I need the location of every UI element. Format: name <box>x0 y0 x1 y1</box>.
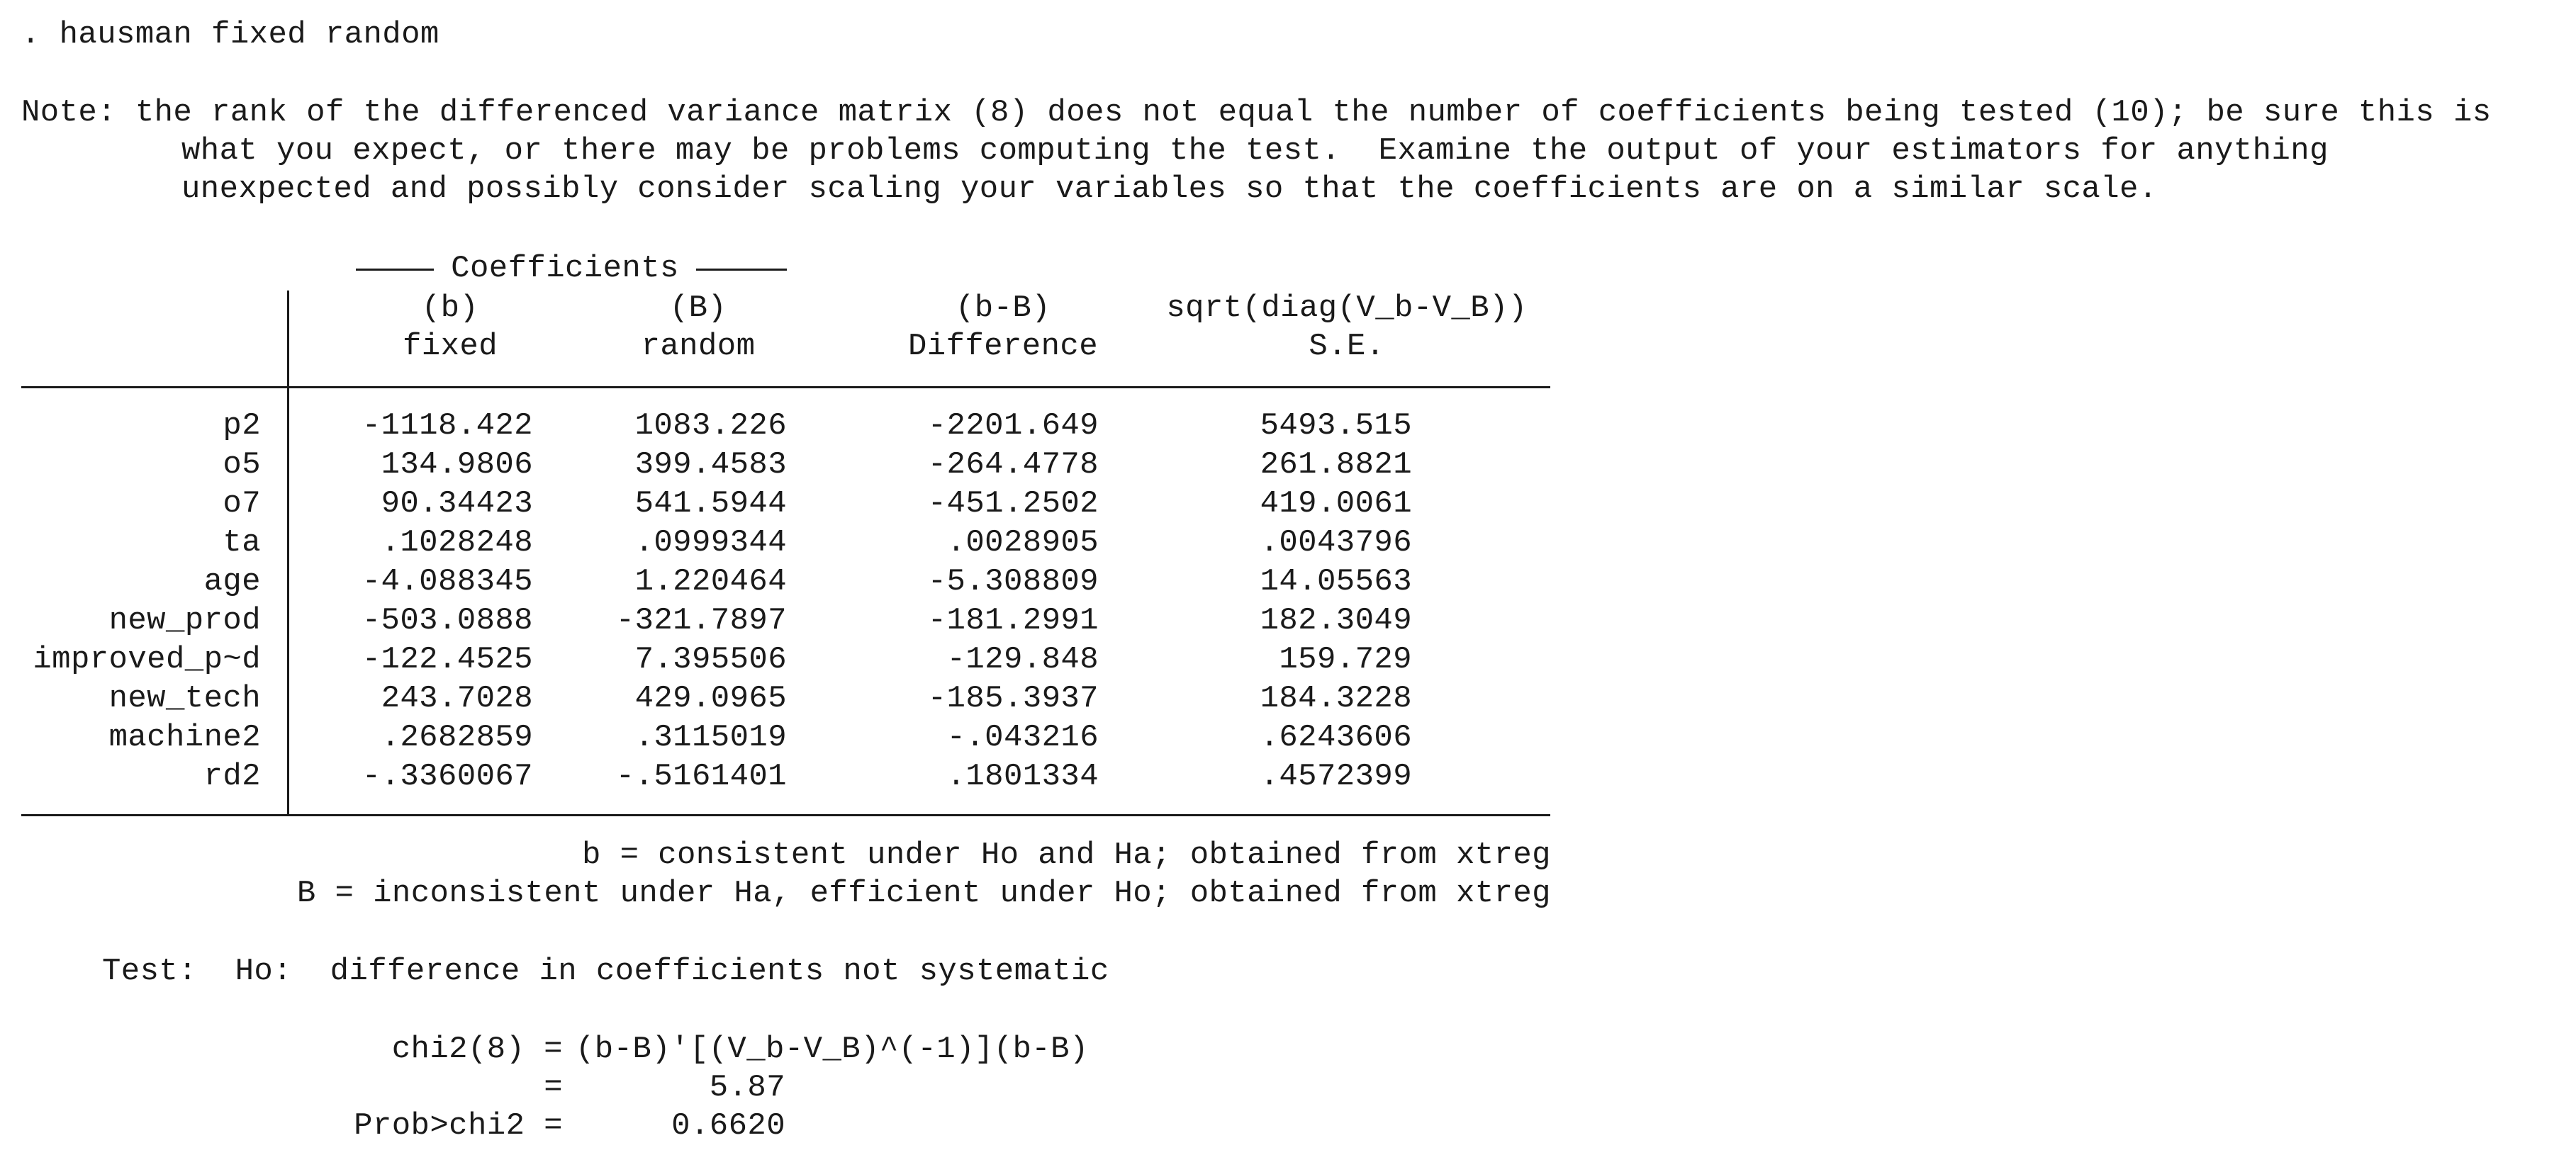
table-cell: 1.220464 <box>634 564 787 599</box>
table-cell: -122.4525 <box>362 642 533 677</box>
note-line-2: what you expect, or there may be problems computing the test. Examine the output of your estimators for anything <box>181 133 2329 169</box>
table-cell: -.043216 <box>946 720 1099 755</box>
col-header-B-bottom: random <box>641 329 756 364</box>
table-cell: 541.5944 <box>634 486 787 522</box>
row-label: new_tech <box>108 681 261 716</box>
row-label: ta <box>223 525 261 560</box>
group-header-rule-right <box>696 269 787 271</box>
group-header-coefficients: Coefficients <box>451 251 679 286</box>
table-cell: 90.34423 <box>381 486 533 522</box>
note-line-3: unexpected and possibly consider scaling your variables so that the coefficients are on a similar scale. <box>181 171 2158 207</box>
table-cell: 5493.515 <box>1260 408 1412 444</box>
table-cell: 429.0965 <box>634 681 787 716</box>
table-cell: 1083.226 <box>634 408 787 444</box>
table-cell: .0043796 <box>1260 525 1412 560</box>
table-cell: 14.05563 <box>1260 564 1412 599</box>
table-cell: 399.4583 <box>634 447 787 483</box>
table-cell: 159.729 <box>1279 642 1412 677</box>
footnote-b: b = consistent under Ho and Ha; obtained from xtreg <box>581 838 1551 873</box>
table-cell: -129.848 <box>946 642 1099 677</box>
table-cell: -4.088345 <box>362 564 533 599</box>
table-cell: -2201.649 <box>927 408 1099 444</box>
row-label: age <box>203 564 261 599</box>
table-cell: .2682859 <box>381 720 533 755</box>
col-header-se-top: sqrt(diag(V_b-V_B)) <box>1166 291 1528 326</box>
table-cell: .0999344 <box>634 525 787 560</box>
table-cell: 243.7028 <box>381 681 533 716</box>
table-cell: .6243606 <box>1260 720 1412 755</box>
prob-value: 0.6620 <box>671 1108 785 1144</box>
table-cell: -185.3937 <box>927 681 1099 716</box>
table-cell: 184.3228 <box>1260 681 1412 716</box>
table-cell: -264.4778 <box>927 447 1099 483</box>
table-cell: .3115019 <box>634 720 787 755</box>
group-header-rule-left <box>356 269 434 271</box>
table-cell: 134.9806 <box>381 447 533 483</box>
test-hypothesis: Test: Ho: difference in coefficients not systematic <box>102 954 1109 989</box>
col-header-B-top: (B) <box>669 291 727 326</box>
chi2-value: 5.87 <box>709 1070 785 1105</box>
row-label: p2 <box>223 408 261 444</box>
table-cell: 7.395506 <box>634 642 787 677</box>
table-cell: .4572399 <box>1260 759 1412 794</box>
chi2-label: chi2(8) = <box>391 1032 563 1067</box>
table-cell: -181.2991 <box>927 603 1099 638</box>
table-cell: .1801334 <box>946 759 1099 794</box>
row-label: rd2 <box>203 759 261 794</box>
command-line: . hausman fixed random <box>21 17 439 52</box>
col-header-b-bottom: fixed <box>402 329 498 364</box>
table-vertical-rule <box>287 291 289 816</box>
col-header-b-top: (b) <box>421 291 479 326</box>
table-header-rule <box>21 386 1550 388</box>
prob-label: Prob>chi2 = <box>354 1108 563 1144</box>
table-cell: .1028248 <box>381 525 533 560</box>
col-header-diff-bottom: Difference <box>907 329 1099 364</box>
table-cell: -451.2502 <box>927 486 1099 522</box>
table-cell: 182.3049 <box>1260 603 1412 638</box>
table-cell: -1118.422 <box>362 408 533 444</box>
table-cell: -5.308809 <box>927 564 1099 599</box>
chi2-formula: (b-B)'[(V_b-V_B)^(-1)](b-B) <box>576 1032 1089 1067</box>
row-label: o7 <box>223 486 261 522</box>
row-label: new_prod <box>108 603 261 638</box>
table-cell: -.5161401 <box>615 759 787 794</box>
table-cell: -321.7897 <box>615 603 787 638</box>
table-cell: -.3360067 <box>362 759 533 794</box>
table-cell: 261.8821 <box>1260 447 1412 483</box>
row-label: improved_p~d <box>33 642 261 677</box>
table-cell: .0028905 <box>946 525 1099 560</box>
table-cell: -503.0888 <box>362 603 533 638</box>
footnote-B: B = inconsistent under Ha, efficient under Ho; obtained from xtreg <box>296 876 1551 911</box>
row-label: o5 <box>223 447 261 483</box>
table-cell: 419.0061 <box>1260 486 1412 522</box>
table-bottom-rule <box>21 814 1550 816</box>
row-label: machine2 <box>108 720 261 755</box>
col-header-se-bottom: S.E. <box>1309 329 1385 364</box>
chi2-equals: = <box>544 1070 563 1105</box>
col-header-diff-top: (b-B) <box>955 291 1051 326</box>
note-line-1: Note: the rank of the differenced variance matrix (8) does not equal the number of coefficients being tested (10); be sure this is <box>21 95 2492 130</box>
